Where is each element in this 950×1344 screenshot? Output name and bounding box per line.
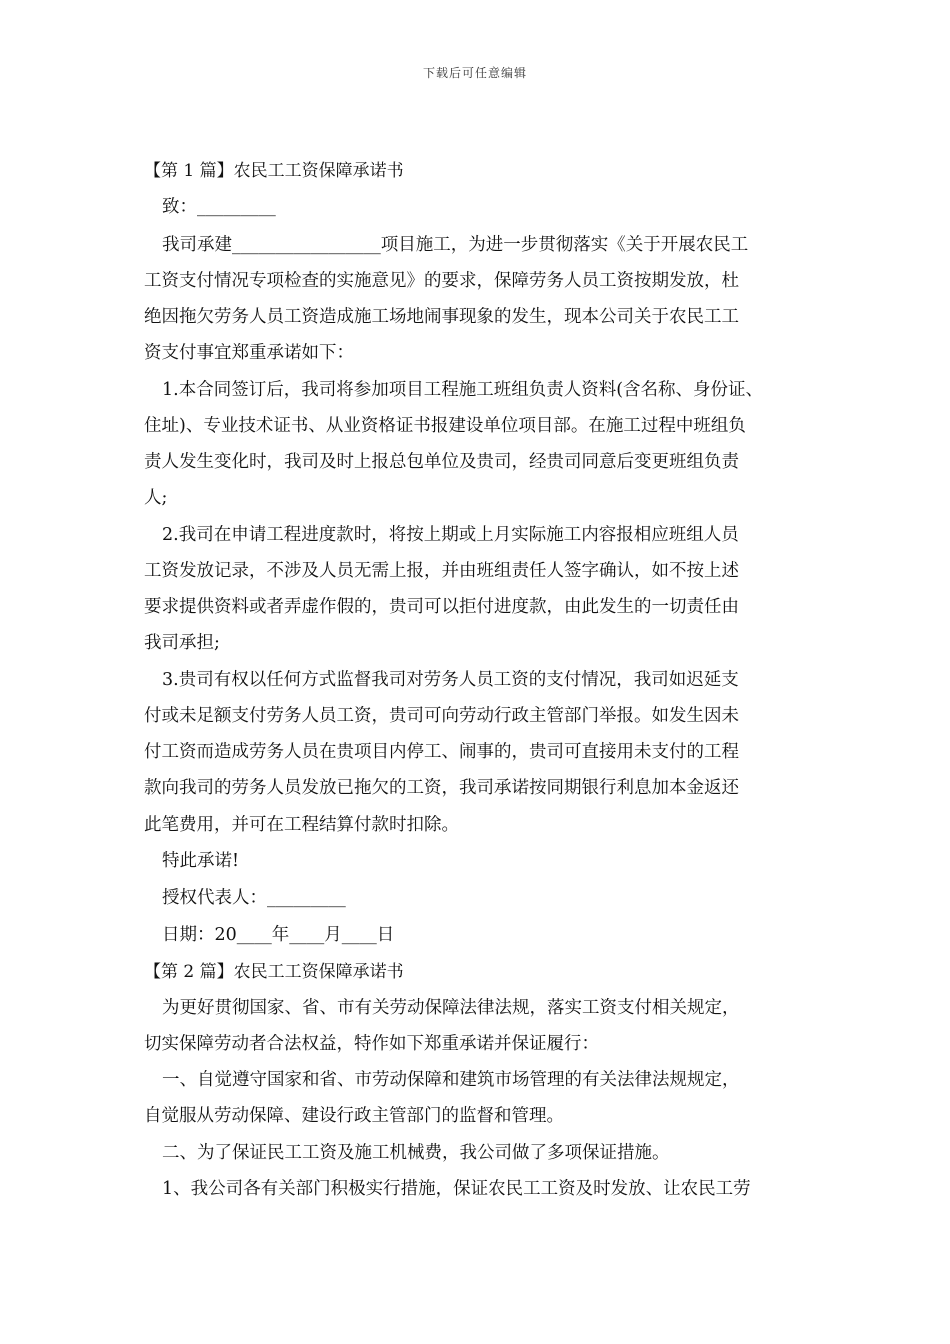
paragraph-line: 自觉服从劳动保障、建设行政主管部门的监督和管理。 <box>144 1106 564 1126</box>
paragraph-line: 3.贵司有权以任何方式监督我司对劳务人员工资的支付情况，我司如迟延支 <box>162 670 739 690</box>
paragraph-line: 要求提供资料或者弄虚作假的，贵司可以拒付进度款，由此发生的一切责任由 <box>144 597 739 617</box>
paragraph-line: 工资支付情况专项检查的实施意见》的要求，保障劳务人员工资按期发放，杜 <box>144 271 739 291</box>
paragraph-line: 人; <box>144 488 168 508</box>
paragraph-line: 我司承建_________________项目施工，为进一步贯彻落实《关于开展农民工 <box>162 235 749 255</box>
paragraph-line: 资支付事宜郑重承诺如下： <box>144 343 354 363</box>
paragraph-line: 绝因拖欠劳务人员工资造成施工场地闹事现象的发生，现本公司关于农民工工 <box>144 307 739 327</box>
section-title-2: 【第 2 篇】农民工工资保障承诺书 <box>144 962 404 982</box>
paragraph-line: 付或未足额支付劳务人员工资，贵司可向劳动行政主管部门举报。如发生因未 <box>144 706 739 726</box>
paragraph-line: 2.我司在申请工程进度款时，将按上期或上月实际施工内容报相应班组人员 <box>162 525 739 545</box>
paragraph-line: 工资发放记录，不涉及人员无需上报，并由班组责任人签字确认，如不按上述 <box>144 561 739 581</box>
paragraph-line: 款向我司的劳务人员发放已拖欠的工资，我司承诺按同期银行利息加本金返还 <box>144 778 739 798</box>
paragraph-line: 一、自觉遵守国家和省、市劳动保障和建筑市场管理的有关法律法规规定， <box>162 1070 740 1090</box>
paragraph-line: 1、我公司各有关部门积极实行措施，保证农民工工资及时发放、让农民工劳 <box>162 1179 751 1199</box>
addressee-line: 致：_________ <box>162 197 276 217</box>
signature-line: 授权代表人：_________ <box>162 888 346 908</box>
date-line: 日期：20____年____月____日 <box>162 925 395 945</box>
paragraph-line: 为更好贯彻国家、省、市有关劳动保障法律法规，落实工资支付相关规定， <box>162 998 740 1018</box>
section-title-1: 【第 1 篇】农民工工资保障承诺书 <box>144 161 404 181</box>
paragraph-line: 1.本合同签订后，我司将参加项目工程施工班组负责人资料(含名称、身份证、 <box>162 380 764 400</box>
paragraph-line: 住址)、专业技术证书、从业资格证书报建设单位项目部。在施工过程中班组负 <box>144 416 746 436</box>
paragraph-line: 此笔费用，并可在工程结算付款时扣除。 <box>144 815 459 835</box>
page-header: 下载后可任意编辑 <box>422 66 527 80</box>
paragraph-line: 付工资而造成劳务人员在贵项目内停工、闹事的，贵司可直接用未支付的工程 <box>144 742 739 762</box>
paragraph-line: 责人发生变化时，我司及时上报总包单位及贵司，经贵司同意后变更班组负责 <box>144 452 739 472</box>
paragraph-line: 切实保障劳动者合法权益，特作如下郑重承诺并保证履行： <box>144 1034 599 1054</box>
closing-line: 特此承诺! <box>162 851 240 871</box>
paragraph-line: 二、为了保证民工工资及施工机械费，我公司做了多项保证措施。 <box>162 1143 670 1163</box>
paragraph-line: 我司承担; <box>144 633 220 653</box>
